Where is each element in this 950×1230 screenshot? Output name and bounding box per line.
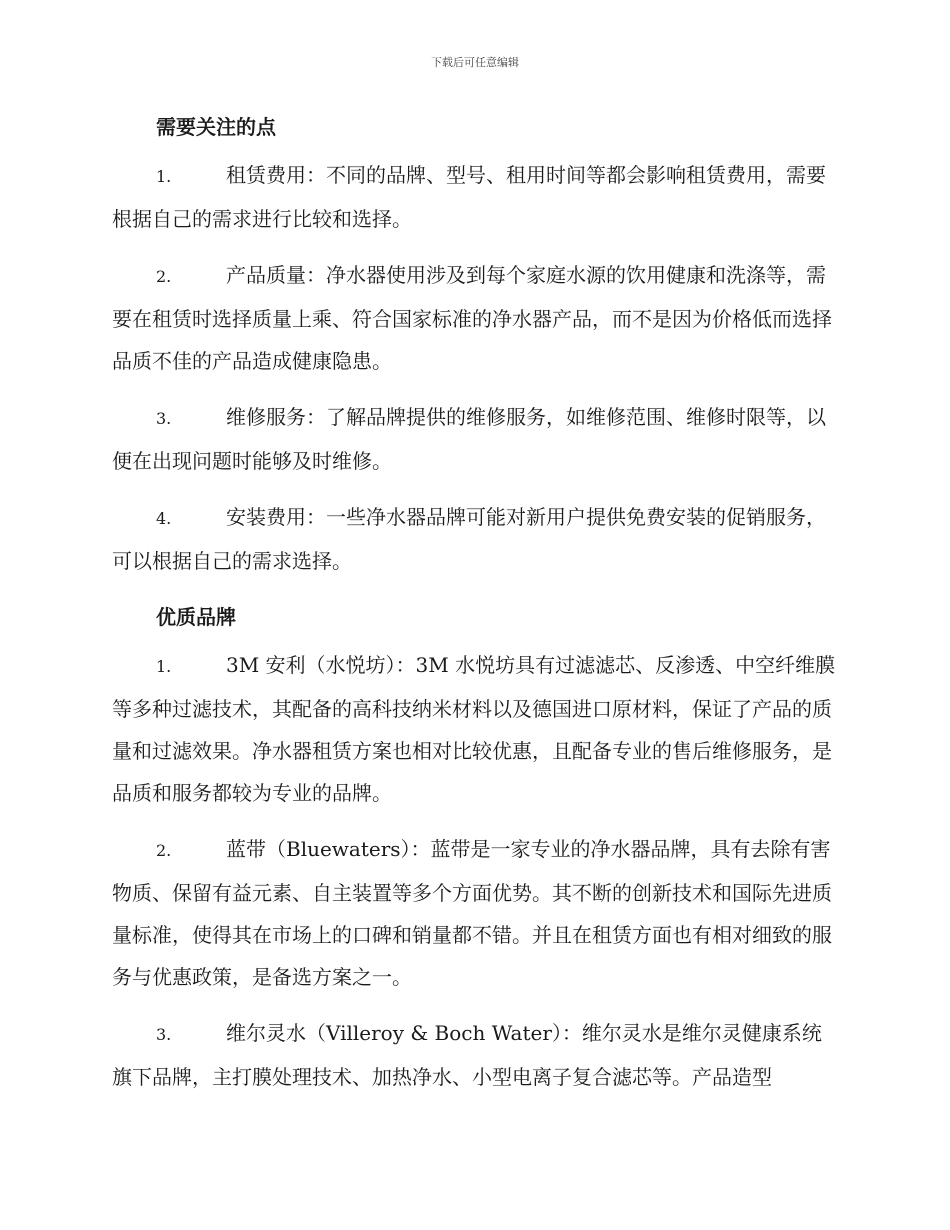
list-item xyxy=(112,828,840,998)
item-text: 产品质量：净水器使用涉及到每个家庭水源的饮用健康和洗涤等，需要在租赁时选择质量上乘、符合国家标准的净水器产品，而不是因为价格低而选择品质不佳的产品造成健康隐患。 xyxy=(112,263,832,373)
document-content xyxy=(112,106,840,1112)
item-text: 3M 安利（水悦坊）：3M 水悦坊具有过滤滤芯、反渗透、中空纤维膜等多种过滤技术，其配备的高科技纳米材料以及德国进口原材料，保证了产品的质量和过滤效果。净水器租赁方案也相对比较优惠，且配备专业的售后维修服务，是品质和服务都较为专业的品牌。 xyxy=(112,653,836,805)
item-number: 2. xyxy=(156,841,172,860)
item-text: 维修服务：了解品牌提供的维修服务，如维修范围、维修时限等，以便在出现问题时能够及时维修。 xyxy=(112,405,826,473)
item-number: 3. xyxy=(156,409,172,428)
list-item xyxy=(112,254,840,382)
item-text: 安装费用：一些净水器品牌可能对新用户提供免费安装的促销服务，可以根据自己的需求选择。 xyxy=(112,505,826,573)
section-title-brands: 优质品牌 xyxy=(156,605,236,629)
item-text: 租赁费用：不同的品牌、型号、租用时间等都会影响租赁费用，需要根据自己的需求进行比较和选择。 xyxy=(112,163,826,231)
item-number: 1. xyxy=(156,167,172,186)
item-number: 1. xyxy=(156,657,172,676)
list-item xyxy=(112,496,840,582)
item-text: 维尔灵水（Villeroy & Boch Water）：维尔灵水是维尔灵健康系统旗下品牌，主打膜处理技术、加热净水、小型电离子复合滤芯等。产品造型 xyxy=(112,1021,822,1089)
list-item xyxy=(112,644,840,814)
section-title-attention: 需要关注的点 xyxy=(156,115,276,139)
item-number: 2. xyxy=(156,267,172,286)
list-item xyxy=(112,396,840,482)
item-text: 蓝带（Bluewaters）：蓝带是一家专业的净水器品牌，具有去除有害物质、保留有益元素、自主装置等多个方面优势。其不断的创新技术和国际先进质量标准，使得其在市场上的口碑和销量都不错。并且在租赁方面也有相对细致的服务与优惠政策，是备选方案之一。 xyxy=(112,837,832,989)
list-item xyxy=(112,1012,840,1098)
header-note: 下载后可任意编辑 xyxy=(431,56,519,69)
list-item xyxy=(112,154,840,240)
item-number: 3. xyxy=(156,1025,172,1044)
item-number: 4. xyxy=(156,509,172,528)
